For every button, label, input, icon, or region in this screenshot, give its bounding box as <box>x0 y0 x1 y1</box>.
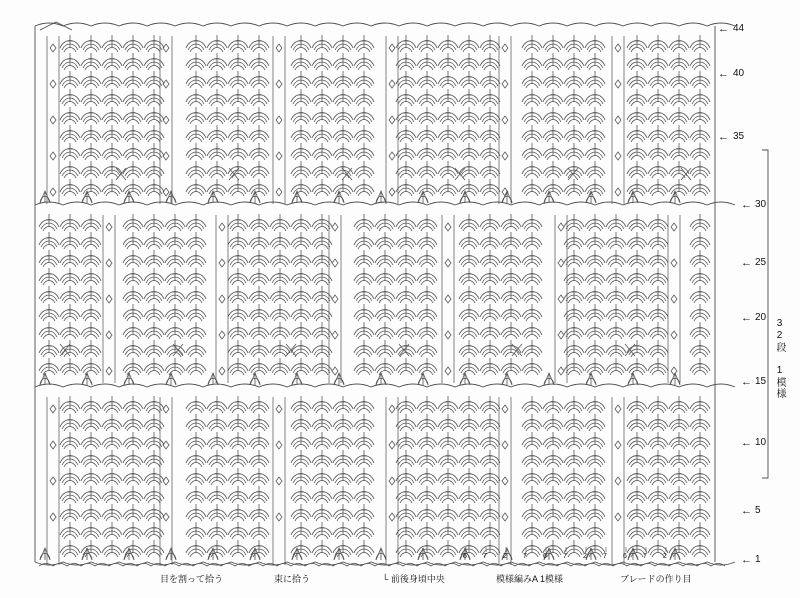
row-label-35: 35 <box>733 131 745 142</box>
bottom-label-1: 束に拾う <box>274 574 311 584</box>
stitch-count-0: 6 <box>463 553 467 560</box>
row-arrow-15: ← <box>741 376 752 388</box>
bottom-label-0: 目を割って拾う <box>160 574 224 584</box>
stitch-count-3: 7 <box>523 553 527 560</box>
row-label-30: 30 <box>755 199 767 210</box>
repeat-bracket-label: 32段 1模様 <box>774 318 785 399</box>
stitch-count-8: 6 <box>623 553 627 560</box>
stitch-count-10: 2 <box>663 553 667 560</box>
stitch-count-6: 2 <box>583 553 587 560</box>
row-label-44: 44 <box>733 23 745 34</box>
stitch-count-2: 2 <box>503 553 507 560</box>
row-label-20: 20 <box>755 312 767 323</box>
row-arrow-1: ← <box>741 554 752 566</box>
stitch-count-1: 7 <box>483 553 487 560</box>
stitch-count-5: 7 <box>563 553 567 560</box>
row-arrow-25: ← <box>741 257 752 269</box>
row-label-1: 1 <box>755 554 761 565</box>
row-label-40: 40 <box>733 68 745 79</box>
bottom-label-2: └ 前後身頃中央 <box>382 574 445 584</box>
stitch-count-4: 6 <box>543 553 547 560</box>
row-label-15: 15 <box>755 376 767 387</box>
row-arrow-40: ← <box>718 68 729 80</box>
row-arrow-44: ← <box>718 23 729 35</box>
row-arrow-30: ← <box>741 199 752 211</box>
row-label-10: 10 <box>755 437 767 448</box>
row-arrow-5: ← <box>741 505 752 517</box>
bottom-label-4: ブレードの作り目 <box>620 574 692 584</box>
bottom-label-3: 模様編みA 1模様 <box>496 574 564 584</box>
row-arrow-35: ← <box>718 131 729 143</box>
stitch-count-7: 7 <box>603 553 607 560</box>
row-label-25: 25 <box>755 257 767 268</box>
row-label-5: 5 <box>755 505 761 516</box>
row-arrow-10: ← <box>741 437 752 449</box>
stitch-count-9: 7 <box>643 553 647 560</box>
row-arrow-20: ← <box>741 312 752 324</box>
